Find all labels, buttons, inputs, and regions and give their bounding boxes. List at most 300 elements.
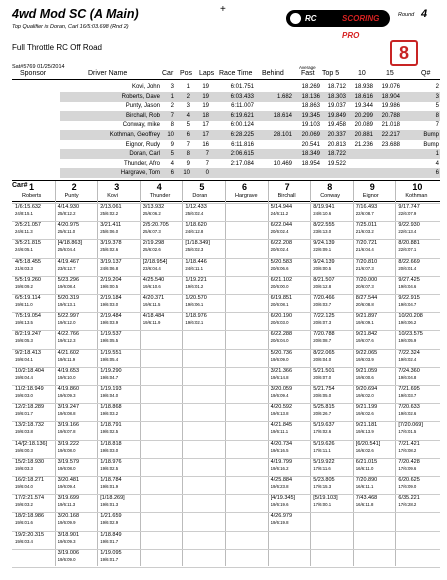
- logo-text-scoring: SCORING PRO: [342, 14, 380, 40]
- lap-time: 3/5:21.815: [15, 240, 41, 247]
- result-top5: 18.303: [327, 93, 346, 100]
- lap-time: 15/2:18.930: [15, 458, 45, 465]
- lap-time: 3/20.059: [270, 386, 293, 392]
- lap-time: 2/19.484: [100, 313, 122, 320]
- lap-projection: 19/6:02.5: [100, 429, 119, 435]
- col-car: Car: [162, 70, 174, 77]
- lap-row-rule: [12, 239, 440, 240]
- lap-row-rule: [12, 440, 440, 441]
- lap-projection: 19/6:04.7: [100, 374, 119, 380]
- result-fast-lap: 19.103: [301, 122, 320, 129]
- result-behind: 1.682: [276, 93, 292, 100]
- lap-time: 1/20.570: [185, 295, 207, 301]
- result-car-number: 4: [170, 160, 174, 167]
- result-top10: 18.616: [354, 93, 373, 100]
- lap-time: 2/19.204: [100, 276, 122, 283]
- lap-projection: 20/6:01.4: [398, 265, 417, 271]
- lap-projection: 19/6:11.3: [57, 502, 76, 508]
- lap-time: 9/27.425: [398, 276, 420, 283]
- col-sponsor: Sponsor: [20, 70, 47, 77]
- lap-time: 6/35.221: [398, 495, 420, 502]
- lap-projection: 19/6:09.2: [15, 283, 33, 289]
- lap-projection: 19/6:03.9: [100, 320, 119, 326]
- lap-time: 11/2:18.949: [15, 386, 44, 392]
- lap-time: 16/2:18.271: [15, 477, 45, 483]
- lap-time: 5/20.583: [270, 258, 293, 265]
- result-driver-name: Kovi, John: [131, 84, 160, 90]
- lap-projection: 20/6:04.0: [313, 356, 332, 362]
- result-fast-lap: 19.345: [301, 112, 320, 119]
- lap-col-driver: Eignor: [362, 193, 379, 199]
- lap-projection: 19/6:09.1: [355, 320, 374, 326]
- lap-row-rule: [12, 476, 440, 477]
- result-position: 10: [183, 170, 190, 177]
- lap-projection: 17/6:01.5: [398, 429, 417, 435]
- lap-time: 8/27.544: [355, 295, 378, 301]
- lap-projection: 19/6:13.5: [15, 320, 33, 326]
- lap-time: 2/19.184: [100, 295, 122, 301]
- lap-col-car-number: 10: [412, 182, 423, 192]
- result-top5: 20.337: [327, 132, 346, 138]
- result-position: 7: [186, 141, 190, 148]
- lap-time: 6/20.625: [398, 477, 420, 483]
- lap-row-rule: [12, 258, 440, 259]
- lap-row-rule: [12, 458, 440, 459]
- lap-time: 5/23.805: [313, 477, 335, 483]
- col-top10: 10: [358, 70, 366, 77]
- lap-projection: 19/6:16.2: [270, 465, 289, 471]
- lap-projection: 20/6:08.8: [355, 302, 374, 307]
- result-race-time: 6:19.621: [230, 112, 254, 119]
- lap-row-rule: [12, 549, 440, 550]
- lap-time: 4/21.845: [270, 422, 293, 429]
- lap-projection: 20/6:07.3: [355, 283, 374, 289]
- lap-col-driver: Hargrave: [235, 193, 258, 199]
- result-top10: 20.299: [354, 112, 373, 119]
- lap-projection: 24/6:11.2: [270, 211, 289, 216]
- logo-text-rc: RC: [305, 14, 317, 23]
- lap-time: 3/19.247: [57, 404, 80, 411]
- lap-time: 1/19.290: [100, 367, 122, 374]
- lap-projection: 25/6:02.4: [185, 211, 204, 216]
- lap-time: 2/5:20.705: [142, 222, 169, 229]
- lap-projection: 19/6:03.0: [100, 447, 119, 453]
- lap-projection: 25/6:04.4: [57, 247, 76, 253]
- lap-projection: 19/6:02.9: [100, 520, 119, 526]
- lap-col-driver: Punty: [64, 193, 79, 199]
- lap-time: 5/21.754: [313, 386, 335, 392]
- lap-projection: 19/6:13.9: [355, 429, 374, 435]
- result-top10: 19.344: [354, 103, 373, 110]
- result-behind: 18.614: [273, 112, 292, 119]
- lap-projection: 19/6:03.8: [15, 429, 33, 435]
- lap-row-rule: [12, 330, 440, 331]
- lap-time: 9/22.065: [355, 349, 378, 356]
- lap-col-driver: Birchall: [277, 193, 296, 199]
- lap-projection: 17/6:11.6: [313, 465, 331, 471]
- lap-projection: 22/6:07.1: [398, 247, 417, 253]
- lap-header-rule: [12, 201, 440, 202]
- lap-time: 19/2:20.315: [15, 531, 45, 538]
- lap-time: 3/13.932: [142, 204, 165, 210]
- lap-projection: 20/6:08.1: [270, 302, 289, 307]
- lap-projection: 22/6:07.9: [398, 211, 417, 216]
- lap-time: [1/18.349]: [185, 240, 210, 247]
- result-position: 9: [186, 160, 190, 167]
- lap-time: 10/20.208: [398, 313, 423, 320]
- lap-time: 1/18.818: [100, 440, 122, 447]
- lap-col-car-number: 6: [242, 182, 248, 192]
- lap-time: 7/20.000: [355, 276, 378, 283]
- lap-time: 5/23.296: [57, 276, 80, 283]
- lap-projection: 17/6:08.2: [398, 447, 417, 453]
- lap-projection: 19/6:09.0: [270, 356, 289, 362]
- lap-time: 4/19.467: [57, 258, 80, 265]
- lap-time: 5/20.736: [270, 349, 293, 356]
- lap-projection: 19/6:04.7: [398, 302, 417, 307]
- lap-projection: 19/6:03.7: [398, 393, 417, 398]
- lap-time: 6/21.015: [355, 458, 378, 465]
- result-position: 2: [186, 93, 190, 100]
- lap-time: [6/20.541]: [355, 440, 381, 447]
- lap-time: 7/20.633: [398, 404, 420, 411]
- lap-projection: 19/6:04.1: [15, 356, 33, 362]
- lap-time: 7/20.466: [313, 295, 335, 301]
- lap-projection: 19/6:09.9: [57, 520, 76, 526]
- lap-projection: 21/6:03.3: [15, 265, 33, 271]
- lap-projection: 19/6:23.8: [270, 484, 289, 489]
- lap-projection: 19/6:09.4: [57, 484, 76, 489]
- lap-projection: 22/6:09.1: [313, 247, 332, 253]
- lap-projection: 19/6:00.3: [15, 447, 33, 453]
- lap-time: 13/2:18.732: [15, 422, 45, 429]
- lap-projection: 19/6:00.5: [100, 283, 119, 289]
- lap-time: 14/[2:18.136]: [15, 440, 48, 447]
- lap-projection: 19/6:03.9: [355, 356, 374, 362]
- result-position: 4: [186, 112, 190, 119]
- lap-projection: 19/6:09.3: [57, 393, 76, 398]
- lap-projection: 20/6:02.4: [270, 247, 289, 253]
- lap-projection: 19/6:12.0: [57, 320, 76, 326]
- lap-col-car-number: 1: [29, 182, 35, 192]
- lap-time: 7/43.468: [355, 495, 378, 502]
- col-driver: Driver Name: [88, 70, 128, 77]
- lap-time: 4/25.884: [270, 477, 293, 483]
- lap-time: 10/2:18.404: [15, 367, 45, 374]
- lap-row-rule: [12, 221, 440, 222]
- lap-projection: 19/6:03.3: [15, 465, 33, 471]
- lap-time: 9/24.139: [313, 240, 335, 247]
- lap-projection: 20/6:04.0: [270, 338, 289, 344]
- result-top10: 20.881: [354, 132, 373, 138]
- result-car-number: 3: [170, 84, 174, 90]
- lap-time: 3/19.006: [57, 549, 80, 556]
- lap-projection: 24/6:05.1: [15, 247, 33, 253]
- lap-time: 4/18.484: [142, 313, 165, 320]
- result-qualify-pos: 5: [435, 103, 439, 110]
- lap-projection: 23/6:12.7: [57, 265, 76, 271]
- result-row: [60, 82, 440, 92]
- col-q: Q#: [421, 70, 431, 77]
- lap-projection: 19/6:13.8: [270, 411, 289, 417]
- result-row: [60, 149, 440, 159]
- lap-time: 7/22.324: [398, 349, 420, 356]
- lap-time: 5/19.626: [313, 440, 335, 447]
- result-top5: 20.813: [327, 141, 346, 148]
- lap-projection: 20/6:00.0: [270, 283, 289, 289]
- result-qualify-pos: 6: [435, 170, 439, 177]
- lap-col-driver: Roberts: [22, 193, 42, 199]
- lap-col-driver: Kovi: [107, 193, 118, 199]
- lap-projection: 20/6:12.8: [313, 283, 332, 289]
- lap-col-car-number: 5: [199, 182, 205, 192]
- result-car-number: 6: [170, 170, 174, 177]
- result-fast-lap: 18.136: [301, 93, 320, 100]
- lap-col-car-number: 3: [114, 182, 120, 192]
- result-driver-name: Conway, mike: [122, 122, 160, 129]
- result-top5: 19.849: [327, 112, 346, 119]
- lap-time: 7/21.421: [398, 440, 420, 447]
- lap-time: 8/19.941: [313, 204, 335, 210]
- lap-time: 3/19.579: [57, 458, 80, 465]
- lap-projection: 21/6:03.2: [355, 229, 374, 235]
- lap-projection: 19/6:07.8: [57, 429, 76, 435]
- lap-time: 4/19.860: [57, 386, 80, 392]
- result-race-time: 6:11.007: [231, 103, 254, 110]
- lap-time: 1/19.095: [100, 549, 122, 556]
- lap-row-rule: [12, 531, 440, 532]
- lap-time: 4/20.371: [142, 295, 165, 301]
- result-laps: 19: [202, 93, 209, 100]
- lap-row-rule: [12, 349, 440, 350]
- lap-time: 1/18.976: [185, 313, 207, 320]
- lap-time: 9/21.059: [355, 367, 378, 374]
- lap-time: 6/22.208: [270, 240, 293, 247]
- lap-time: 8/21.507: [313, 276, 335, 283]
- lap-projection: 19/6:12.3: [57, 338, 76, 344]
- lap-time: 6/21.102: [270, 276, 293, 283]
- lap-col-car-number: 8: [327, 182, 333, 192]
- lap-time: 5/22.997: [57, 313, 80, 320]
- col-laps: Laps: [199, 70, 215, 77]
- lap-time: 1/19.551: [100, 349, 122, 356]
- lap-time: 7/21.695: [398, 386, 420, 392]
- lap-time: 1/19.221: [185, 276, 207, 283]
- lap-projection: 17/6:28.2: [398, 502, 417, 508]
- lap-projection: 19/6:11.9: [142, 320, 161, 326]
- result-top5: 18.712: [327, 84, 346, 90]
- lap-projection: 20/6:00.5: [313, 265, 332, 271]
- lap-projection: 19/6:02.5: [100, 465, 119, 471]
- lap-time: 4/20.975: [57, 222, 80, 229]
- lap-projection: 19/6:13.1: [57, 302, 76, 307]
- lap-time: 9/2:18.413: [15, 349, 41, 356]
- lap-projection: 24/6:06.8: [100, 265, 119, 271]
- lap-projection: 19/6:01.6: [15, 520, 33, 526]
- lap-time: 9/21.199: [355, 404, 378, 411]
- lap-projection: 19/6:19.6: [270, 502, 289, 508]
- lap-col-driver: Doran: [192, 193, 208, 199]
- lap-time: 10/23.575: [398, 331, 423, 338]
- lap-projection: 21/6:04.4: [355, 247, 374, 253]
- lap-time: 4/20.592: [270, 404, 293, 411]
- round-number: 4: [421, 8, 428, 20]
- lap-time: 4/5:18.455: [15, 258, 41, 265]
- top-qualifier-note: Top Qualifier is Doran, Carl 16/5:03.698 (Rnd 2): [12, 24, 129, 30]
- lap-time: 5/25.815: [313, 404, 335, 411]
- lap-time: 4/26.979: [270, 513, 293, 520]
- result-fast-lap: 18.349: [301, 151, 320, 158]
- lap-projection: 25/6:02.2: [100, 211, 119, 216]
- result-top15: 22.217: [381, 132, 400, 138]
- lap-projection: 20/6:06.6: [270, 265, 289, 271]
- result-fast-lap: 20.541: [301, 141, 320, 148]
- lap-time: [4/19.345]: [270, 495, 296, 502]
- result-row: [60, 140, 440, 150]
- result-fast-lap: 20.069: [301, 132, 320, 138]
- event-date: Sat#5769 01/25/2014: [12, 64, 65, 70]
- result-qualify-pos: Bump: [423, 141, 439, 148]
- lap-row-rule: [12, 512, 440, 513]
- lap-row-rule: [12, 494, 440, 495]
- lap-projection: 19/6:08.8: [57, 411, 76, 417]
- lap-projection: 24/6:11.3: [15, 229, 33, 235]
- lap-time: [5/19.103]: [313, 495, 338, 502]
- lap-projection: 25/6:11.0: [57, 229, 76, 235]
- lap-time: 1/18.784: [100, 477, 122, 483]
- result-laps: 18: [202, 112, 209, 119]
- lap-time: 7/20.810: [355, 258, 378, 265]
- lap-time: 5/19.637: [313, 422, 335, 429]
- result-driver-name: Eignor, Rudy: [125, 141, 160, 148]
- lap-time: 9/17.747: [398, 204, 420, 210]
- lap-time: 5/19.922: [313, 458, 335, 465]
- lap-projection: 19/6:01.9: [100, 484, 119, 489]
- lap-projection: 19/6:00.6: [355, 374, 374, 380]
- lap-projection: 19/6:02.0: [355, 393, 374, 398]
- result-top5: 19.458: [327, 122, 346, 129]
- result-position: 5: [186, 122, 190, 129]
- result-driver-name: Doran, Carl: [129, 151, 160, 158]
- lap-projection: 19/6:03.4: [15, 538, 33, 544]
- lap-time: [7/20.069]: [398, 422, 423, 429]
- lap-projection: 19/6:08.0: [57, 447, 76, 453]
- lap-projection: 19/6:08.4: [57, 283, 76, 289]
- lap-projection: 19/6:10.0: [57, 374, 76, 380]
- lap-projection: 19/6:06.2: [398, 320, 417, 326]
- lap-projection: 19/6:01.2: [185, 283, 204, 289]
- lap-col-car-number: 2: [71, 182, 77, 192]
- lap-projection: 19/6:06.1: [185, 302, 204, 307]
- lap-projection: 19/6:04.0: [15, 484, 33, 489]
- lap-col-car-number: 4: [156, 182, 162, 192]
- lap-time: 7/16.493: [355, 204, 378, 210]
- lap-projection: 25/6:02.6: [100, 247, 119, 253]
- lap-time: [1/18.269]: [100, 495, 125, 502]
- lap-projection: 19/6:11.9: [57, 356, 76, 362]
- col-top15: 15: [386, 70, 394, 77]
- lap-projection: 25/6:02.6: [142, 247, 161, 253]
- result-car-number: 1: [170, 93, 174, 100]
- lap-time: 3/19.699: [57, 495, 80, 502]
- lap-projection: 20/6:03.7: [313, 302, 332, 307]
- col-race-time: Race Time: [219, 70, 253, 77]
- result-top15: 23.688: [381, 141, 400, 148]
- result-driver-name: Birchall, Rob: [125, 112, 160, 119]
- lap-projection: 19/6:07.6: [355, 338, 374, 344]
- lap-projection: 24/6:12.8: [185, 229, 204, 235]
- lap-projection: 17/6:09.6: [398, 465, 417, 471]
- lap-projection: 19/6:14.8: [270, 374, 289, 380]
- result-car-number: 5: [170, 151, 174, 158]
- lap-time: 3/19.222: [57, 440, 80, 447]
- lap-projection: 25/6:06.0: [100, 229, 119, 235]
- result-qualify-pos: Bump: [423, 132, 439, 138]
- lap-time: 9/24.139: [313, 258, 335, 265]
- lap-projection: 16/6:11.1: [355, 484, 374, 489]
- result-race-time: 6:03.433: [230, 93, 254, 100]
- lap-projection: 19/6:05.4: [100, 356, 119, 362]
- lap-projection: 25/6:02.3: [185, 247, 204, 253]
- lap-col-driver: Conway: [320, 193, 341, 199]
- lap-time: 12/2:18.289: [15, 404, 45, 411]
- lap-projection: 20/6:08.7: [313, 338, 332, 344]
- lap-projection: 19/6:01.7: [15, 411, 33, 417]
- lap-projection: 20/6:03.0: [270, 320, 289, 326]
- lap-table-top-rule: [12, 180, 440, 181]
- lap-time: 18/2:18.986: [15, 513, 45, 520]
- lap-row-rule: [12, 403, 440, 404]
- result-race-time: 6:00.124: [230, 122, 254, 129]
- lap-row-rule: [12, 385, 440, 386]
- lap-time: 1/18.849: [100, 531, 122, 538]
- lap-projection: 20/6:02.4: [270, 229, 289, 235]
- results-header-rule: [12, 79, 440, 80]
- lap-time: 1/6:15.632: [15, 204, 41, 210]
- lap-projection: 19/6:04.4: [15, 374, 33, 380]
- lap-row-rule: [12, 367, 440, 368]
- average-note: Average: [299, 65, 316, 70]
- result-race-time: 6:01.751: [230, 84, 254, 90]
- result-row: [60, 111, 440, 121]
- lap-time: 4/25.540: [142, 276, 165, 283]
- result-fast-lap: 18.863: [301, 103, 320, 110]
- lap-projection: 17/6:11.1: [313, 447, 331, 453]
- result-position: 6: [186, 132, 190, 138]
- result-qualify-pos: 3: [435, 93, 439, 100]
- lap-time: 2/19.298: [142, 240, 165, 247]
- lap-time: 3/20.481: [57, 477, 80, 483]
- lap-projection: 19/6:01.3: [100, 502, 119, 508]
- lap-projection: 19/6:02.1: [185, 320, 204, 326]
- lap-projection: 25/6:07.3: [142, 229, 161, 235]
- lap-time: 8/2:19.247: [15, 331, 41, 338]
- result-laps: 17: [202, 132, 209, 138]
- lap-projection: 25/6:06.2: [142, 211, 161, 216]
- lap-projection: 23/6:13.0: [313, 229, 332, 235]
- lap-time: 1/18.976: [100, 458, 122, 465]
- lap-time: 4/19.799: [270, 458, 293, 465]
- lap-time: 7/24.360: [398, 367, 420, 374]
- lap-projection: 16/6:11.8: [355, 502, 374, 508]
- result-top10: 18.938: [354, 84, 373, 90]
- lap-time: 4/14.930: [57, 204, 80, 210]
- lap-time: 3/19.166: [57, 422, 80, 429]
- lap-time: 9/20.694: [355, 386, 378, 392]
- result-top15: 20.788: [381, 112, 400, 119]
- lap-time: 6/5:19.114: [15, 295, 41, 301]
- result-driver-name: Punty, Jason: [125, 103, 160, 110]
